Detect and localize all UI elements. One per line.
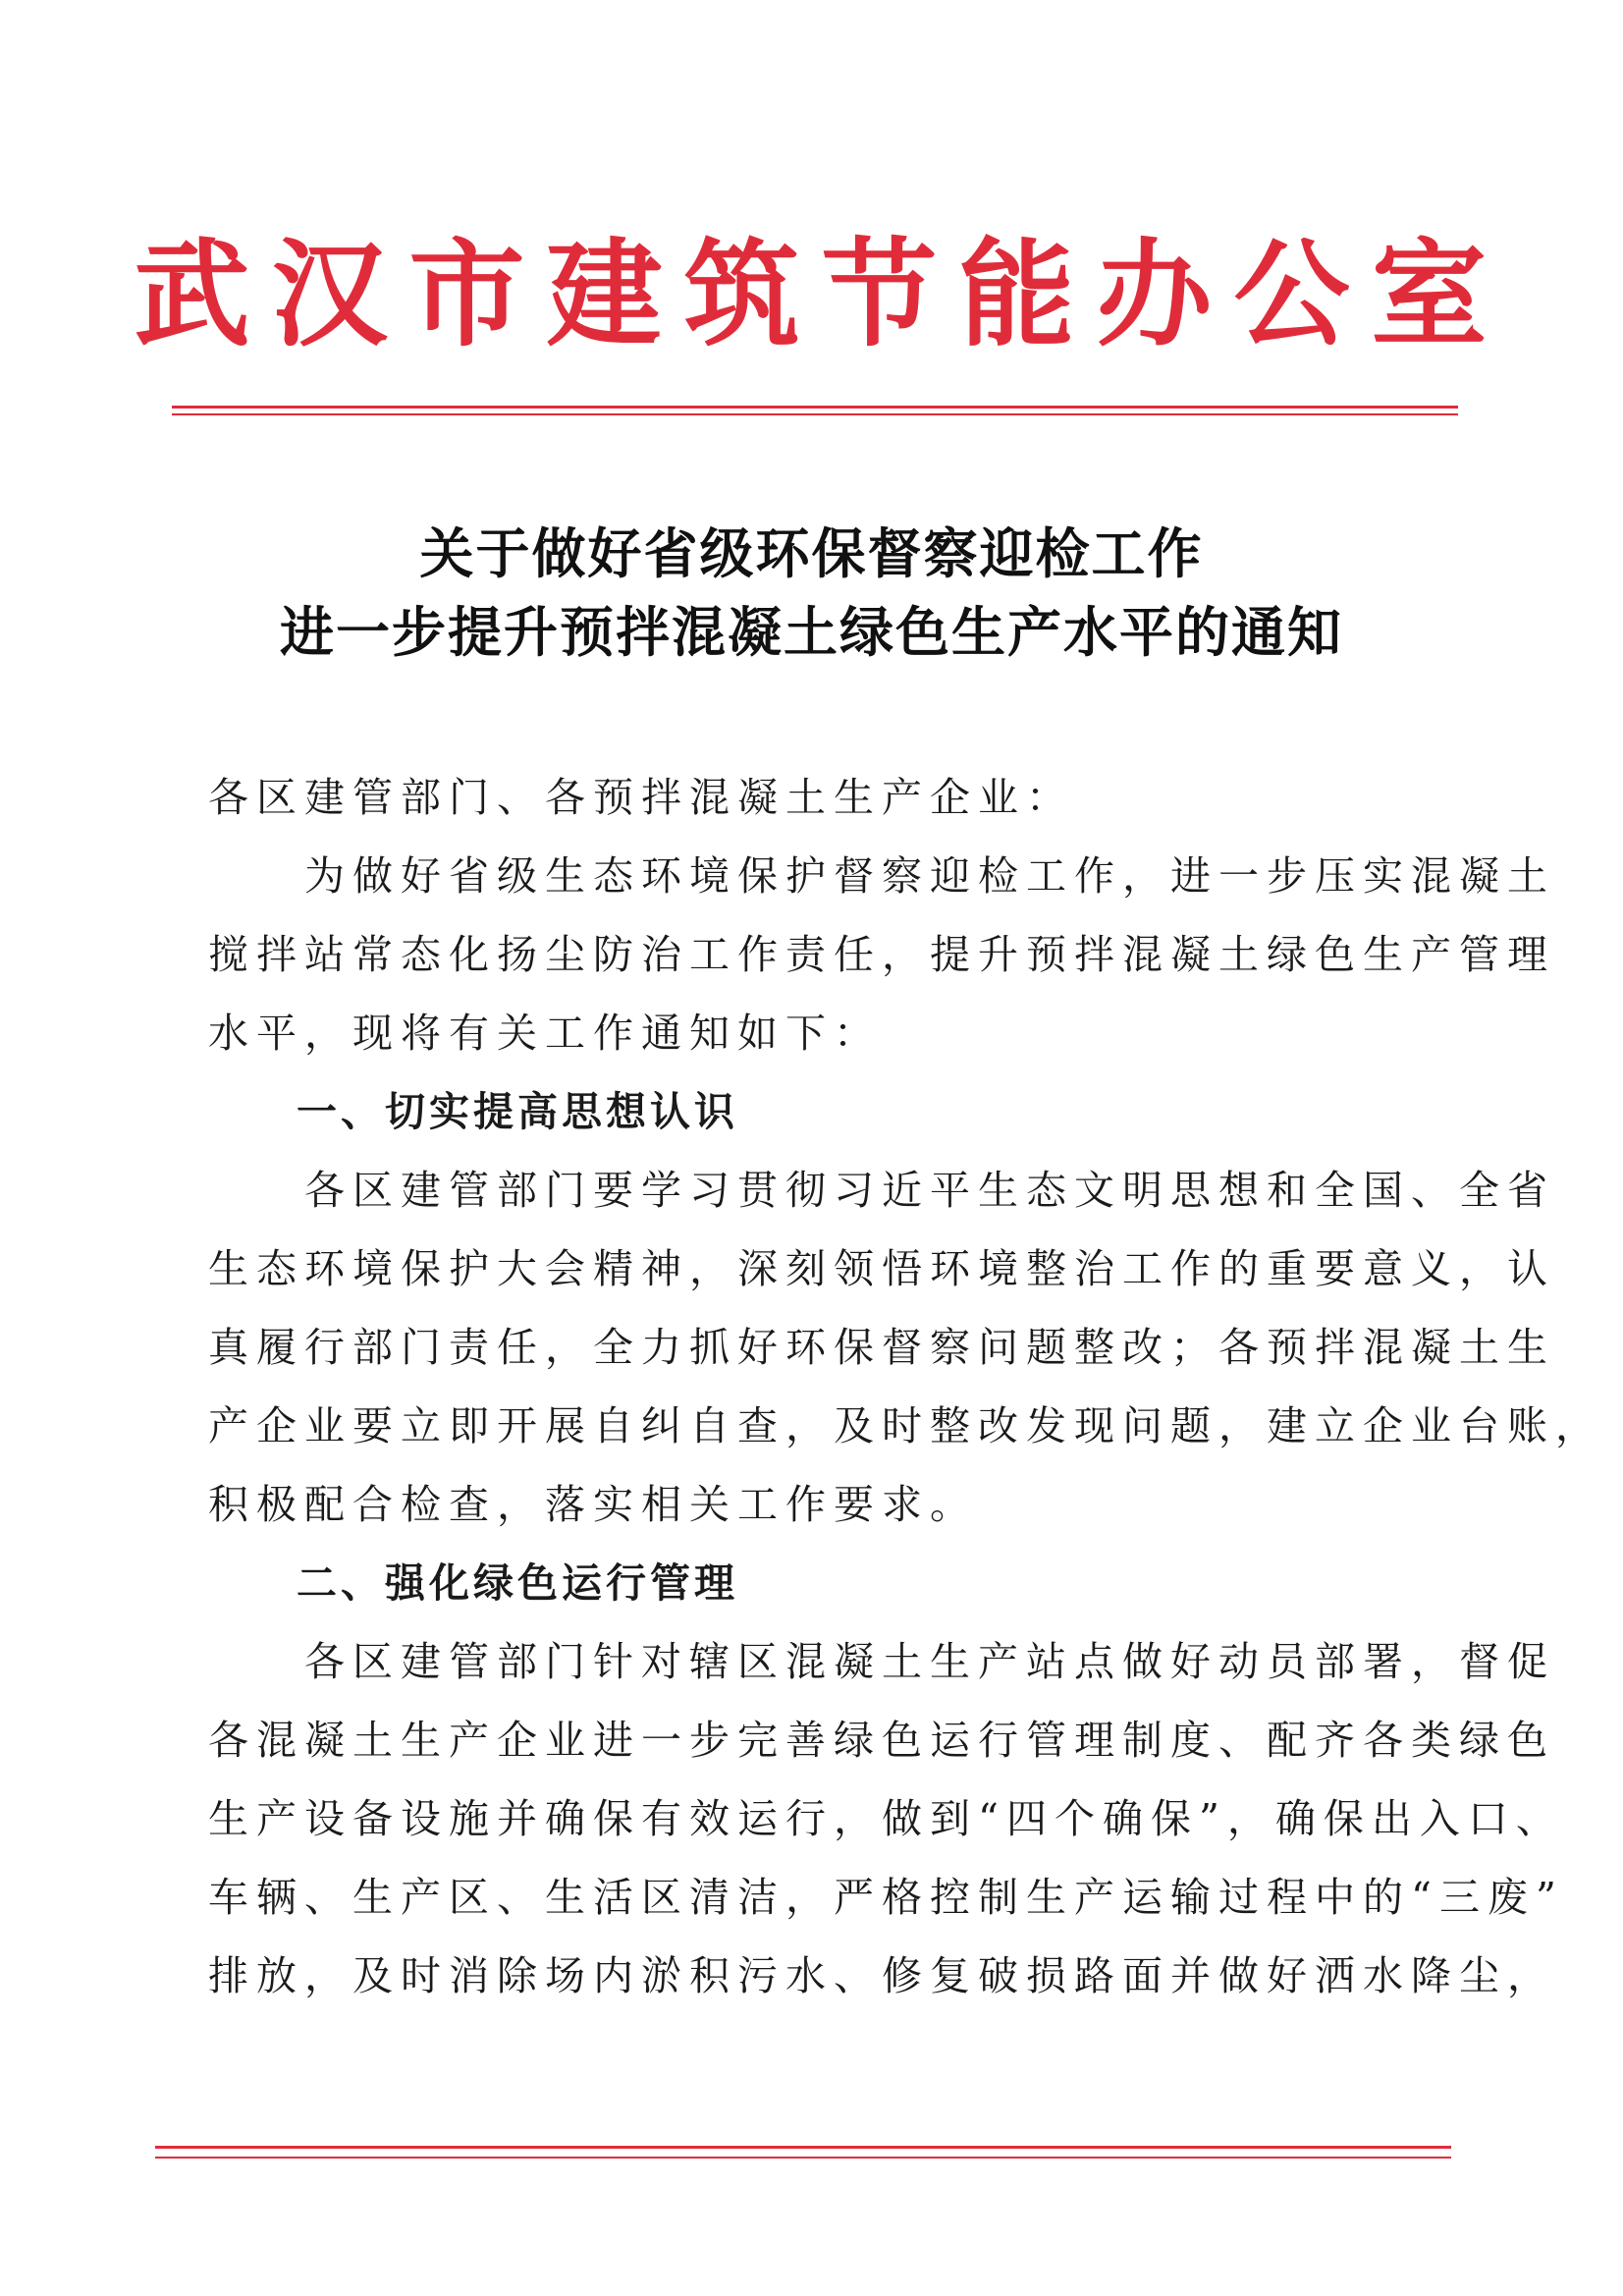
- body-paragraph-line: 真履行部门责任，全力抓好环保督察问题整改；各预拌混凝土生: [208, 1324, 1555, 1371]
- masthead-divider: [172, 406, 1458, 409]
- section-heading-2: 二、强化绿色运行管理: [208, 1559, 738, 1607]
- body-paragraph-line: 排放，及时消除场内淤积污水、修复破损路面并做好洒水降尘，: [208, 1952, 1555, 1999]
- masthead-divider-secondary: [172, 413, 1458, 415]
- body-paragraph-line: 搅拌站常态化扬尘防治工作责任，提升预拌混凝土绿色生产管理: [208, 931, 1555, 978]
- footer-divider-secondary: [155, 2157, 1451, 2159]
- notice-title-line-1: 关于做好省级环保督察迎检工作: [419, 522, 1204, 585]
- body-paragraph-line: 产企业要立即开展自纠自查，及时整改发现问题，建立企业台账，: [208, 1402, 1603, 1449]
- section-heading-1: 一、切实提高思想认识: [208, 1088, 738, 1135]
- body-paragraph-line: 积极配合检查，落实相关工作要求。: [208, 1481, 978, 1528]
- body-paragraph-line: 各区建管部门针对辖区混凝土生产站点做好动员部署，督促: [208, 1638, 1555, 1685]
- body-paragraph-line: 生态环境保护大会精神，深刻领悟环境整治工作的重要意义，认: [208, 1245, 1555, 1292]
- notice-body: [208, 758, 1603, 2015]
- org-masthead: 武汉市建筑节能办公室: [134, 227, 1509, 362]
- notice-title-line-2: 进一步提升预拌混凝土绿色生产水平的通知: [279, 601, 1343, 664]
- salutation: 各区建管部门、各预拌混凝土生产企业：: [208, 774, 1074, 821]
- body-paragraph-line: 水平，现将有关工作通知如下：: [208, 1010, 882, 1057]
- body-paragraph-line: 各区建管部门要学习贯彻习近平生态文明思想和全国、全省: [208, 1167, 1555, 1214]
- body-paragraph-line: 为做好省级生态环境保护督察迎检工作，进一步压实混凝土: [208, 852, 1555, 900]
- body-paragraph-line: 各混凝土生产企业进一步完善绿色运行管理制度、配齐各类绿色: [208, 1717, 1555, 1764]
- body-paragraph-line: 生产设备设施并确保有效运行，做到“四个确保”，确保出入口、: [208, 1795, 1564, 1842]
- footer-divider: [155, 2146, 1451, 2149]
- body-paragraph-line: 车辆、生产区、生活区清洁，严格控制生产运输过程中的“三废”: [208, 1874, 1564, 1921]
